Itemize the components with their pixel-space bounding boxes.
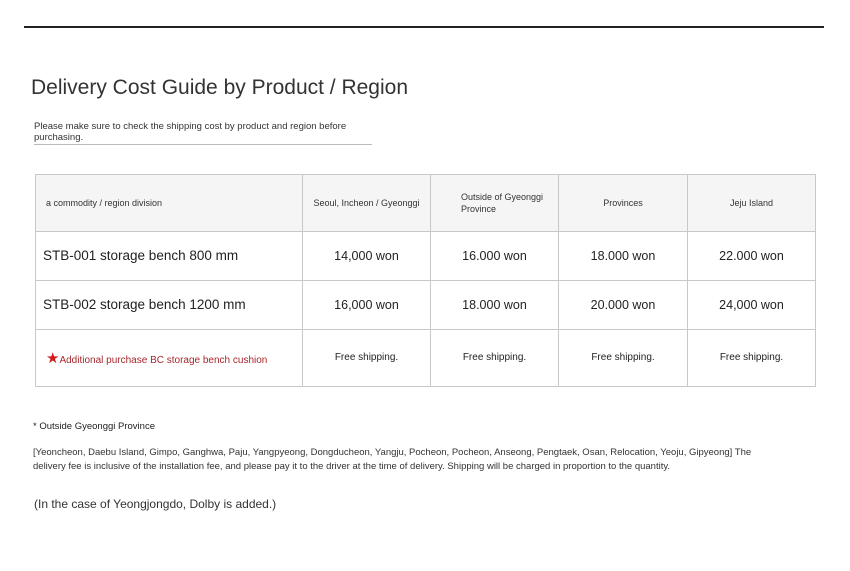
shipping-note: Please make sure to check the shipping cost by product and region before purchasing.	[34, 121, 372, 145]
product-name: STB-002 storage bench 1200 mm	[36, 280, 303, 329]
product-name: Additional purchase BC storage bench cushion	[59, 354, 268, 366]
cost-seoul: Free shipping.	[303, 329, 431, 386]
cost-outside: 18.000 won	[431, 280, 559, 329]
cost-seoul: 14,000 won	[303, 232, 431, 281]
cost-seoul: 16,000 won	[303, 280, 431, 329]
product-name: STB-001 storage bench 800 mm	[36, 232, 303, 281]
cost-jeju: 24,000 won	[688, 280, 816, 329]
table-row	[36, 329, 816, 386]
cost-outside: Free shipping.	[431, 329, 559, 386]
header-outside-gyeonggi: Outside of Gyeonggi Province	[431, 175, 559, 232]
footnote-extra: (In the case of Yeongjongdo, Dolby is added.)	[34, 497, 277, 511]
table-row	[36, 280, 816, 329]
page-title: Delivery Cost Guide by Product / Region	[31, 76, 409, 99]
cost-provinces: 18.000 won	[559, 232, 688, 281]
footnote-title: * Outside Gyeonggi Province	[33, 421, 155, 432]
cost-jeju: Free shipping.	[688, 329, 816, 386]
cost-jeju: 22.000 won	[688, 232, 816, 281]
footnote-body: [Yeoncheon, Daebu Island, Gimpo, Ganghwa, Paju, Yangpyeong, Dongducheon, Yangju, Pocheon, Pocheon, Anseong, Pengtaek, Osan, Relocation, Yeoju, Gipyeong] The delivery fee is inclusive of the installation fee, and please pay it to the driver at the time of delivery. Shipping will be charged in proportion to the quantity.	[33, 447, 752, 472]
product-name-cushion	[36, 329, 303, 386]
top-divider	[24, 26, 824, 28]
cost-provinces: 20.000 won	[559, 280, 688, 329]
star-icon: ★	[46, 349, 60, 367]
header-jeju-island: Jeju Island	[688, 175, 816, 232]
table-header-row	[36, 175, 816, 232]
header-provinces: Provinces	[559, 175, 688, 232]
header-commodity-region: a commodity / region division	[36, 175, 303, 232]
table-row	[36, 232, 816, 281]
header-seoul-incheon-gyeonggi: Seoul, Incheon / Gyeonggi	[303, 175, 431, 232]
shipping-cost-table	[35, 174, 816, 387]
cost-provinces: Free shipping.	[559, 329, 688, 386]
cost-outside: 16.000 won	[431, 232, 559, 281]
